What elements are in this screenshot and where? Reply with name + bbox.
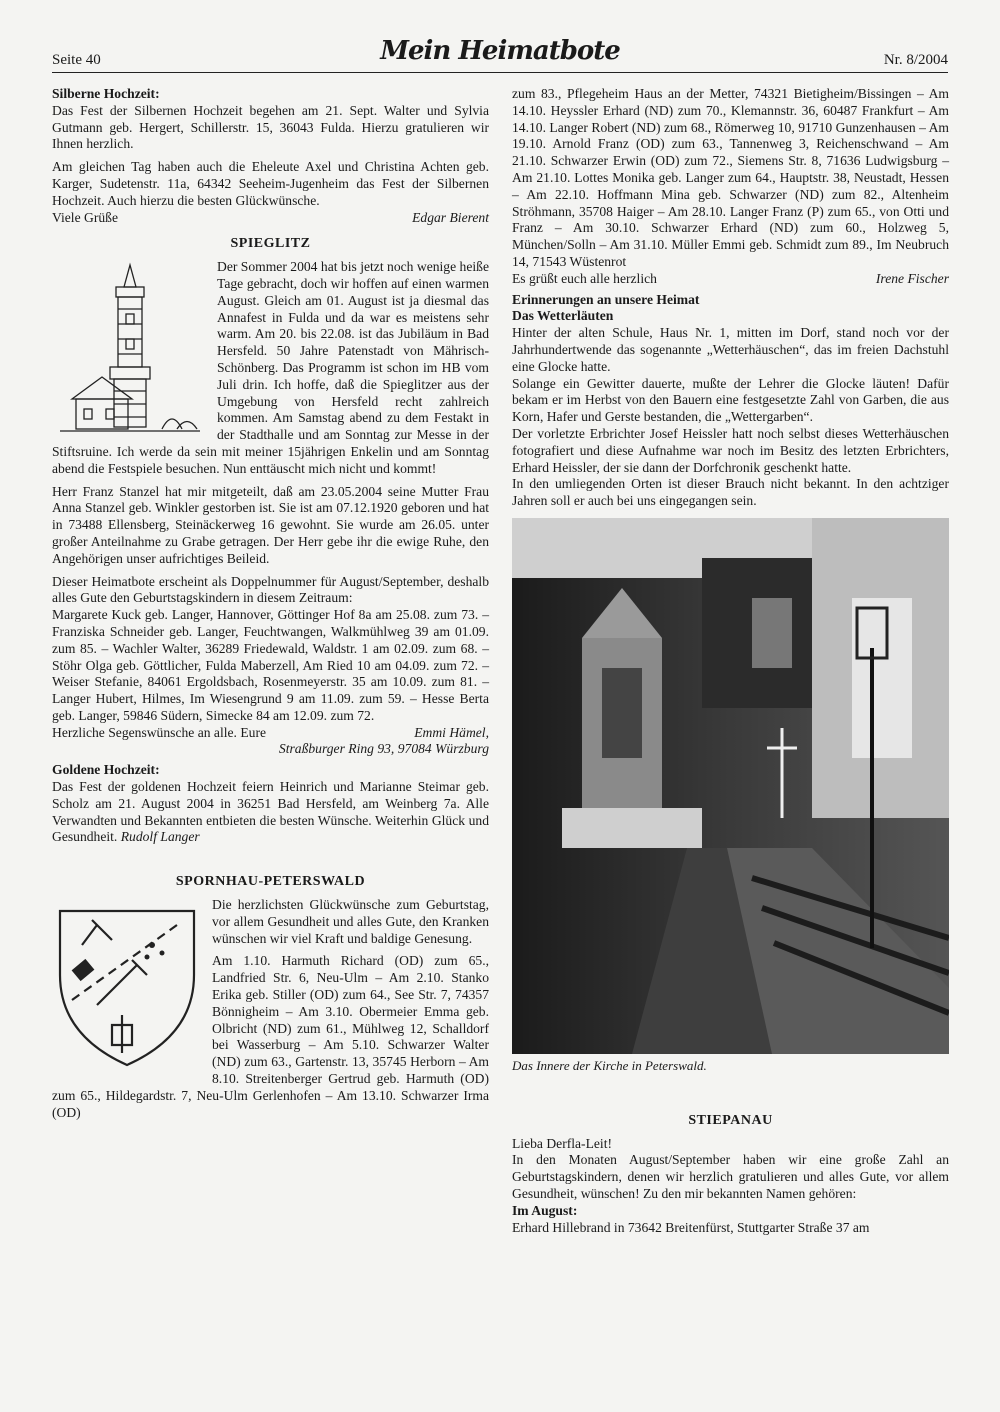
right-column bbox=[512, 86, 949, 1236]
memories-heading: Erinnerungen an unsere Heimat bbox=[512, 291, 700, 307]
fischer-greeting: Es grüßt euch alle herzlich bbox=[512, 270, 657, 286]
spieglitz-heading: SPIEGLITZ bbox=[230, 236, 311, 252]
silver-signature: Edgar Bierent bbox=[412, 209, 489, 225]
masthead-title: Mein Heimatbote bbox=[380, 36, 620, 66]
spornhau-birthday-list-continued: zum 83., Pflegeheim Haus an der Metter, 74321 Bietigheim/Bissingen – Am 14.10. Heyssler Erhard (ND) zum 70., Klemannstr. 36, 60487 Frankfurt – Am 14.10. Langer Robert (ND) zum 68., Römerweg 10, 91710 Gunzenhausen – Am 19.10. Arnold Franz (OD) zum 63., Tannenweg 3, Reichenschwand – Am 21.10. Schwarzer Erwin (OD) zum 72., Siemens Str. 8, 71636 Ludwigsburg – Am 21.10. Lottes Monika geb. Langer zum 64., Hauptstr. 38, Neustadt, Hessen – Am 22.10. Hoffmann Mina geb. Schwarzer (ND) zum 82., Altenheim Ströhmann, 35708 Haiger – Am 28.10. Langer Franz (P) zum 65., von Otti und Franz – Am 30.10. Schwarzer Erhard (ND) zum 60., Holzweg 5, München/Solln – Am 31.10. Müller Emmi geb. Schmidt zum 89., Im Neubruch 14, 71543 Wüstenrot bbox=[512, 86, 949, 269]
spieglitz-text-1: Der Sommer 2004 hat bis jetzt noch wenige heiße Tage gebracht, doch wir hoffen auf einen warmen August. Gleich am 01. August ist ja diesmal das Annafest in Fulda und da war es meistens sehr warm. Am 20. bis 22.08. ist das Jubiläum in Bad Hersfeld. 50 Jahre Patenstadt von Mährisch-Schönberg. Das Programm ist schon im HB vom Juli drin. Ich hoffe, daß die Spieglitzer aus der Umgebung von Hersfeld recht zahlreich kommen. Am Samstag abend zu dem Festakt in der Stadthalle und am Sonntag zur Messe in der Stiftsruine. Ich werde da sein mit meiner 15jährigen Enkelin und am Sonntag abend die Festspiele besuchen. Nun enttäuscht mich nicht und kommt! bbox=[52, 259, 489, 476]
spieglitz-greeting: Herzliche Segenswünsche an alle. Eure bbox=[52, 724, 267, 740]
memories-text-4: In den umliegenden Orten ist dieser Brauch nicht bekannt. In den achtziger Jahren soll er auch bei uns eingegangen sein. bbox=[512, 476, 949, 509]
tower-illustration bbox=[52, 259, 207, 439]
silver-wedding-text-2: Am gleichen Tag haben auch die Eheleute Axel und Christina Achten geb. Karger, Sudetenstr. 11a, 64342 Seeheim-Jugenheim das Fest der Silbernen Hochzeit. Auch hierzu die besten Glückwünsche. bbox=[52, 159, 489, 208]
stiepanau-month-heading: Im August: bbox=[512, 1202, 578, 1218]
golden-wedding-text: Das Fest der goldenen Hochzeit feiern Heinrich und Marianne Steimar geb. Scholz am 21. August 2004 in 36251 Bad Hersfeld, am Weinberg 7a. Alle Verwandten und Bekannten entbieten die besten Wünsche. Weiterhin Glück und Gesundheit. bbox=[52, 779, 489, 845]
coat-of-arms-illustration bbox=[52, 905, 202, 1070]
spieglitz-birthday-list: Margarete Kuck geb. Langer, Hannover, Göttinger Hof 8a am 25.08. zum 73. – Franziska Schneider geb. Langer, Feuchtwangen, Walkmühlweg 39 am 01.09. zum 85. – Wachler Walter, 36289 Friedewald, Waldstr. 1 am 02.09. zum 68. – Stöhr Olga geb. Göttlicher, Fulda Maberzell, Am Ried 10 am 04.09. zum 72. – Weiser Stefanie, 84061 Ergoldsbach, Rosenmeyerstr. 35 am 10.09. zum 81. – Langer Hubert, Hilmes, Im Wiesengrund 9 am 11.09. zum 59. – Hesse Berta geb. Langer, 59846 Südern, Simecke 84 am 12.09. zum 72. bbox=[52, 607, 489, 723]
memories-subheading: Das Wetterläuten bbox=[512, 308, 614, 324]
header-rule bbox=[52, 72, 948, 73]
spornhau-text-1: Die herzlichsten Glückwünsche zum Geburtstag, vor allem Gesundheit und alles Gute, den Kranken wünschen wir viel Kraft und baldige Genesung. bbox=[212, 897, 489, 946]
silver-wedding-heading: Silberne Hochzeit: bbox=[52, 86, 160, 101]
fischer-signature-row bbox=[512, 271, 949, 288]
spieglitz-signature-name: Emmi Hämel, bbox=[414, 724, 489, 740]
silver-signature-row bbox=[52, 210, 489, 227]
silver-greeting: Viele Grüße bbox=[52, 209, 118, 225]
left-column bbox=[52, 86, 489, 1127]
memories-text-1: Hinter der alten Schule, Haus Nr. 1, mitten im Dorf, stand noch vor der Jahrhundertwende das sogenannte „Wetterhäuschen“, das im freien Dachstuhl eine Glocke hatte. bbox=[512, 325, 949, 374]
page-number: Seite 40 bbox=[52, 52, 101, 68]
spornhau-heading: SPORNHAU-PETERSWALD bbox=[175, 874, 366, 890]
stiepanau-text-2: Erhard Hillebrand in 73642 Breitenfürst, Stuttgarter Straße 37 am bbox=[512, 1219, 870, 1235]
issue-number: Nr. 8/2004 bbox=[883, 52, 948, 68]
spornhau-birthday-list: Am 1.10. Harmuth Richard (OD) zum 65., Landfried Str. 6, Neu-Ulm – Am 2.10. Stanko Erika geb. Stiller (OD) zum 64., See Str. 7, 74357 Bönnigheim – Am 3.10. Obermeier Emma geb. Olbricht (ND) zum 61., Mühlweg 12, Schalldorf bei Wasserburg – Am 5.10. Schwarzer Walter (ND) zum 63., Gartenstr. 13, 35745 Herborn – Am 8.10. Streitenberger Gertrud geb. Harmuth (OD) zum 65., Hildegardstr. 7, Neu-Ulm Gerlenhofen – Am 13.10. Schwarzer Irma (OD) bbox=[52, 953, 489, 1120]
spieglitz-text-2: Herr Franz Stanzel hat mir mitgeteilt, daß am 23.05.2004 seine Mutter Frau Anna Stanzel geb. Winkler gestorben ist. Sie ist am 07.12.1920 geboren und hat in 73488 Ellensberg, Steinäckerweg 16 gewohnt. Sie wurde am 26.05. unter großer Anteilnahme zu Grabe getragen. Der Herr gebe ihr die ewige Ruhe, den Angehörigen unser aufrichtiges Beileid. bbox=[52, 483, 489, 566]
spieglitz-signature-address: Straßburger Ring 93, 97084 Würzburg bbox=[278, 741, 489, 757]
fischer-signature: Irene Fischer bbox=[875, 270, 949, 286]
memories-text-2: Solange ein Gewitter dauerte, mußte der Lehrer die Glocke läuten! Dafür bekam er im Herbst von den Bauern eine festgesetzte Zahl von Garben, die aus Korn, Hafer und Gerste bestanden, die „Wettergarben“. bbox=[512, 375, 949, 425]
golden-wedding-heading: Goldene Hochzeit: bbox=[52, 762, 160, 778]
silver-wedding-text-1: Das Fest der Silbernen Hochzeit begehen am 21. Sept. Walter und Sylvia Gutmann geb. Hergert, Schillerstr. 15, 36043 Fulda. Hierzu gratulieren wir Ihnen herzlich. bbox=[52, 102, 489, 152]
stiepanau-text-1: In den Monaten August/September haben wir eine große Zahl an Geburtstagskindern, denen wir herzlich gratulieren und alles Gute, vor allem Gesundheit, wünschen! Zu den mir bekannten Namen gehören: bbox=[512, 1152, 949, 1201]
church-interior-photo bbox=[512, 518, 949, 1054]
stiepanau-heading: STIEPANAU bbox=[688, 1112, 773, 1128]
spieglitz-text-3: Dieser Heimatbote erscheint als Doppelnummer für August/September, deshalb alles Gute den Geburtstagskindern in diesem Zeitraum: bbox=[52, 573, 489, 606]
stiepanau-greeting: Lieba Derfla-Leit! bbox=[512, 1135, 613, 1151]
photo-caption: Das Innere der Kirche in Peterswald. bbox=[512, 1057, 707, 1073]
memories-text-3: Der vorletzte Erbrichter Josef Heissler hatt noch selbst dieses Wetterhäuschen fotografiert und diese Aufnahme war noch im Besitz des letzten Erbrichters, Erhard Heissler, der sie dann der Dorfchronik geschenkt hatte. bbox=[512, 425, 949, 475]
spieglitz-signature-row bbox=[52, 725, 489, 742]
golden-wedding-signature: Rudolf Langer bbox=[120, 829, 200, 845]
